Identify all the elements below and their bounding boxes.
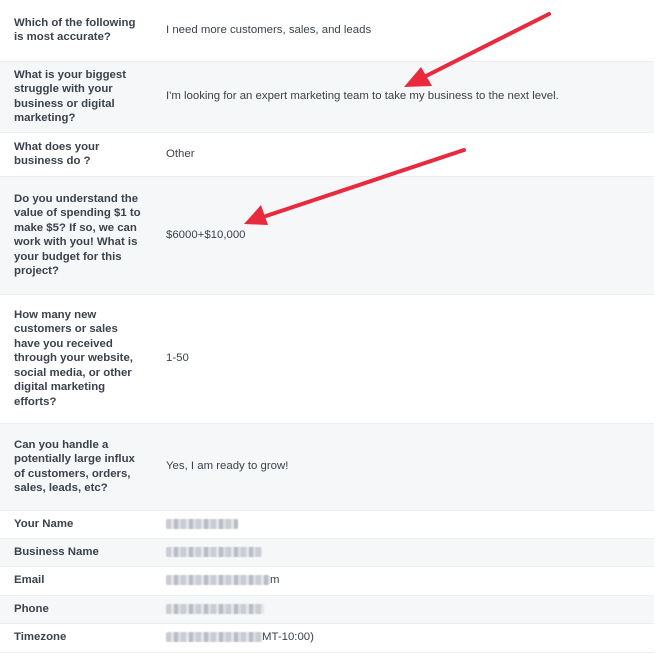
field-value: $6000+$10,000 bbox=[152, 176, 654, 294]
table-row bbox=[0, 0, 654, 61]
field-value bbox=[152, 538, 654, 566]
field-label: Email bbox=[0, 566, 152, 595]
email-suffix: m bbox=[270, 574, 280, 587]
field-label: Can you handle a potentially large influx of customers, orders, sales, leads, etc? bbox=[0, 423, 152, 510]
field-value bbox=[152, 595, 654, 623]
field-value: I need more customers, sales, and leads bbox=[152, 0, 654, 61]
field-value: Other bbox=[152, 132, 654, 176]
field-label: Your Name bbox=[0, 510, 152, 538]
field-label: What is your biggest struggle with your business or digital marketing? bbox=[0, 61, 152, 132]
redacted-value bbox=[166, 575, 270, 585]
field-value: 1-50 bbox=[152, 294, 654, 423]
redacted-value bbox=[166, 547, 262, 557]
redacted-value bbox=[166, 632, 262, 642]
table-row bbox=[0, 595, 654, 623]
table-row bbox=[0, 61, 654, 132]
redacted-value bbox=[166, 519, 238, 529]
field-label: Phone bbox=[0, 595, 152, 623]
field-label: Timezone bbox=[0, 623, 152, 652]
field-value bbox=[152, 510, 654, 538]
redacted-value bbox=[166, 604, 264, 614]
field-value bbox=[152, 623, 654, 652]
table-row bbox=[0, 566, 654, 595]
table-row bbox=[0, 538, 654, 566]
field-label: How many new customers or sales have you received through your website, social media, or other digital marketing efforts? bbox=[0, 294, 152, 423]
field-value bbox=[152, 566, 654, 595]
field-label: Do you understand the value of spending $1 to make $5? If so, we can work with you! What is your budget for this project? bbox=[0, 176, 152, 294]
field-value: Yes, I am ready to grow! bbox=[152, 423, 654, 510]
field-label: Which of the following is most accurate? bbox=[0, 0, 152, 61]
field-value: I'm looking for an expert marketing team to take my business to the next level. bbox=[152, 61, 654, 132]
timezone-suffix: MT-10:00) bbox=[262, 631, 314, 644]
table-row bbox=[0, 510, 654, 538]
table-row bbox=[0, 294, 654, 423]
field-label: Business Name bbox=[0, 538, 152, 566]
table-row bbox=[0, 176, 654, 294]
table-row bbox=[0, 623, 654, 652]
table-row bbox=[0, 423, 654, 510]
table-row bbox=[0, 132, 654, 176]
field-label: What does your business do ? bbox=[0, 132, 152, 176]
